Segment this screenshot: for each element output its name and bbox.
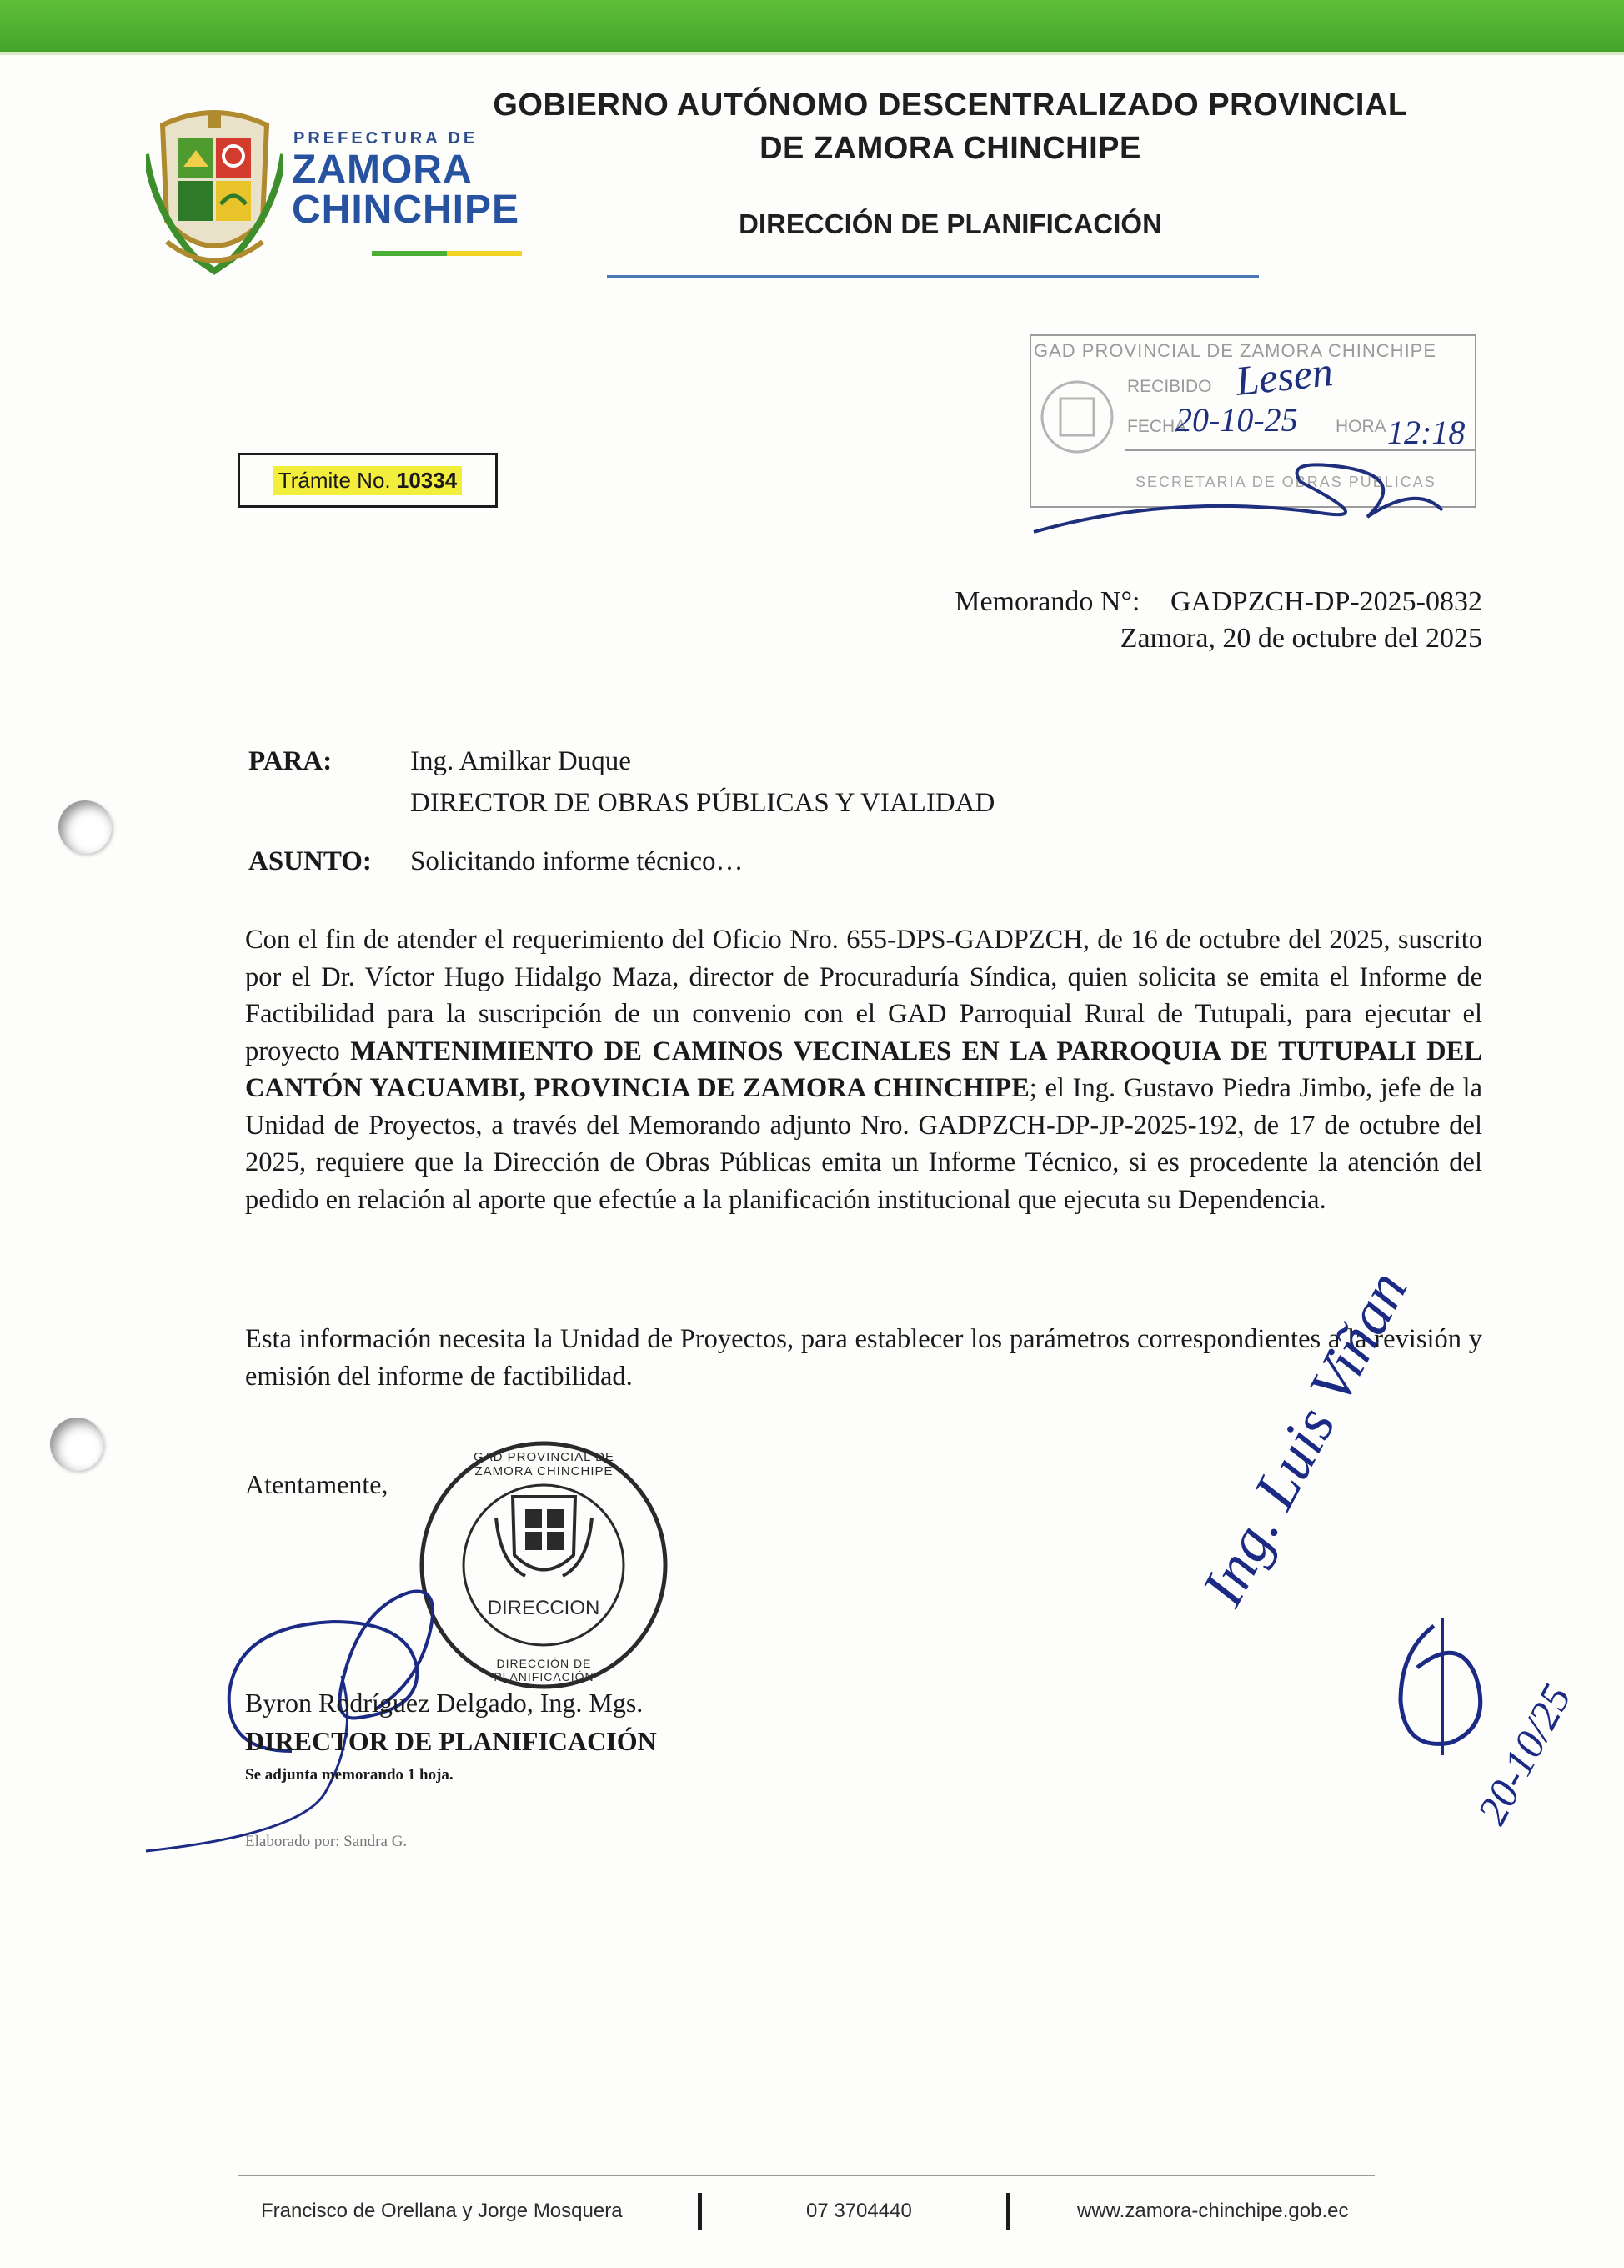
handwritten-initials: [1384, 1618, 1509, 1759]
asunto-value: Solicitando informe técnico…: [410, 846, 744, 876]
brand-color-rule: [372, 251, 522, 256]
memo-place-date: Zamora, 20 de octubre del 2025: [1120, 623, 1482, 654]
stamp-handwritten-date: 20-10-25: [1175, 401, 1298, 439]
body-p1-part-b: ; el Ing. Gustavo Piedra Jimbo, jefe de la Unidad de Proyectos, a través del Memorando adjunto Nro. GADPZCH-DP-JP-2025-192, de 17 de octubre del 2025, requiere que la Dirección de Obras Públicas emita un Informe Técnico, si es procedente la atención del pedido en relación al aporte que efectúe a la planificación institucional que ejecuta su Dependencia.: [245, 1073, 1482, 1215]
top-color-bar: [0, 0, 1624, 55]
brand-line-2: CHINCHIPE: [292, 188, 520, 232]
signer-name: Byron Rodríguez Delgado, Ing. Mgs.: [245, 1688, 644, 1718]
stamp-handwritten-time: 12:18: [1387, 414, 1466, 451]
memo-number-label: Memorando N°:: [955, 586, 1140, 617]
brand-line-1: ZAMORA: [292, 148, 473, 192]
body-p1-project-name: MANTENIMIENTO DE CAMINOS VECINALES EN LA PARROQUIA DE TUTUPALI DEL CANTÓN YACUAMBI, PROVINCIA DE ZAMORA CHINCHIPE: [245, 1036, 1482, 1103]
binder-hole-top: [58, 800, 112, 854]
handwritten-note-date: 20-10/25: [1467, 1677, 1581, 1832]
footer-rule: [238, 2175, 1375, 2176]
memo-number-value: GADPZCH-DP-2025-0832: [1170, 586, 1482, 617]
organization-title-line-1: GOBIERNO AUTÓNOMO DESCENTRALIZADO PROVINCIAL: [493, 88, 1408, 123]
stamp-line-3b: HORA: [1336, 417, 1386, 436]
prepared-by: Elaborado por: Sandra G.: [245, 1833, 408, 1850]
footer-separator-2: [1006, 2193, 1010, 2230]
footer-website[interactable]: www.zamora-chinchipe.gob.ec: [1077, 2200, 1349, 2222]
para-name: Ing. Amilkar Duque: [410, 746, 631, 776]
tramite-highlight: [273, 466, 462, 495]
tramite-number-box: [238, 453, 498, 508]
stamp-signature-scribble: [1025, 434, 1459, 550]
stamp-line-1: GAD PROVINCIAL DE ZAMORA CHINCHIPE: [1034, 340, 1437, 361]
body-paragraph-1: [245, 921, 1482, 1218]
footer-address: Francisco de Orellana y Jorge Mosquera: [261, 2200, 623, 2222]
stamp-line-3: FECHA: [1127, 417, 1187, 436]
department-title: DIRECCIÓN DE PLANIFICACIÓN: [739, 208, 1162, 239]
brand-prefix: PREFECTURA DE: [293, 129, 479, 148]
asunto-label: ASUNTO:: [248, 846, 372, 876]
seal-bottom-text: DIRECCIÓN DE PLANIFICACIÓN: [494, 1657, 594, 1683]
tramite-label: Trámite No.: [278, 467, 391, 493]
footer-phone: 07 3704440: [806, 2200, 912, 2222]
stamp-line-4: SECRETARIA DE OBRAS PÚBLICAS: [1135, 474, 1436, 490]
body-p1-part-a: Con el fin de atender el requerimiento del Oficio Nro. 655-DPS-GADPZCH, de 16 de octubre del 2025, suscrito por el Dr. Víctor Hugo Hidalgo Maza, director de Procuraduría Síndica, quien solicita se emita el Informe de Factibilidad para la suscripción de un convenio con el GAD Parroquial Rural de Tutupali, para ejecutar el proyecto: [245, 925, 1482, 1066]
memo-reference: [955, 584, 1482, 657]
signer-title: DIRECTOR DE PLANIFICACIÓN: [245, 1726, 657, 1756]
salutation: Atentamente,: [245, 1469, 388, 1499]
organization-title-line-2: DE ZAMORA CHINCHIPE: [759, 131, 1141, 166]
body-paragraph-2: Esta información necesita la Unidad de Proyectos, para establecer los parámetros correspondientes a la revisión y emisión del informe de factibilidad.: [245, 1324, 1482, 1392]
para-label: PARA:: [248, 746, 333, 776]
para-title: DIRECTOR DE OBRAS PÚBLICAS Y VIALIDAD: [410, 788, 995, 818]
seal-ring-text: GAD PROVINCIAL DE ZAMORA CHINCHIPE: [474, 1450, 614, 1478]
coat-of-arms-logo: [146, 104, 283, 284]
tramite-number: 10334: [396, 467, 458, 493]
stamp-line-2: RECIBIDO: [1127, 377, 1212, 396]
attachment-note: Se adjunta memorando 1 hoja.: [245, 1766, 454, 1784]
seal-center-text: DIRECCION: [487, 1597, 600, 1619]
header-rule: [607, 275, 1259, 278]
handwritten-note-name: Ing. Luis Viñan: [1188, 1260, 1421, 1617]
footer-separator-1: [698, 2193, 702, 2230]
organization-title: [467, 83, 1434, 170]
binder-hole-bottom: [50, 1418, 103, 1471]
stamp-handwritten-name: Lesen: [1233, 348, 1336, 404]
